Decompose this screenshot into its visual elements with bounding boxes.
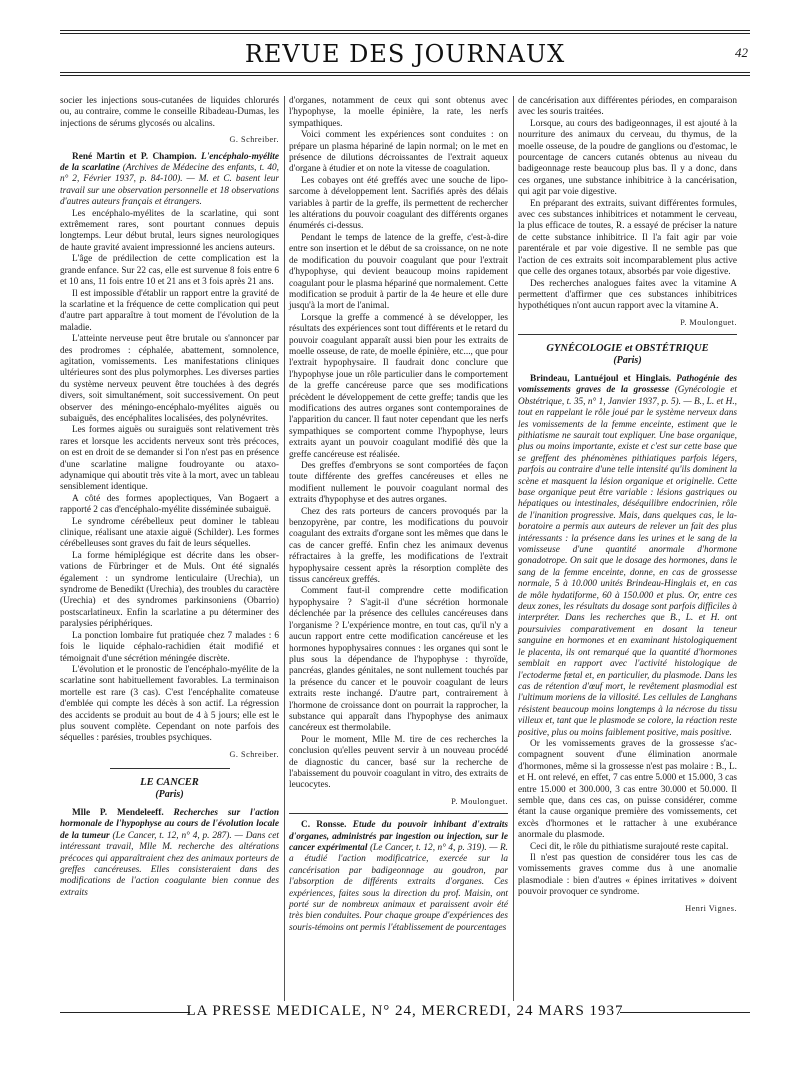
paragraph: Les formes aiguës ou suraiguës sont relativement très rares et lorsque les accidents nerveux sont très précoces, on est en droit de se demander si l'on n'est pas en présence d'une scarlatine maligne foudroyante ou ataxo-adynamique qui aboutit très vite à la mort, avec un tableau sensiblement identique. [60,425,279,493]
paragraph: Les encéphalo-myélites de la scarlatine, qui sont extrêmement rares, sont pourtant connues depuis longtemps. Leur début brutal, leurs signes neurologiques de haute gravité avaient impressionné les anciens auteurs. [60,208,279,253]
paragraph: Les cobayes ont été greffés avec une souche de lipo-sarcome à développement lent. Sacrifiés après des délais variables à partir de la greffe, ils permettent de rechercher les altérations du pouvoir coagulant des différents organes énumérés ci-dessus. [289,175,508,232]
section-divider [110,768,230,769]
paragraph: A côté des formes apoplectiques, Van Bogaert a rapporté 2 cas d'encéphalo-myélite disséminée subaiguë. [60,493,279,516]
article-reference [518,374,737,739]
paragraph: Lorsque, au cours des badigeonnages, il est ajouté à la nourriture des animaux du cerveau, du thymus, de la moelle osseuse, de la poudre de ganglions ou d'estomac, le pourcentage de cancers cutanés obtenus au niveau du badigeonnage reste beaucoup plus bas. Il y a donc, dans ces organes, une substance inhibitrice à la cancérisation, qui agit par voie digestive. [518,118,737,198]
page-number: 42 [735,45,748,60]
paragraph: Il est impossible d'établir un rapport entre la gravité de la scarlatine et la fréquence de cette complication qui peut d'autre part apparaître à tout moment de l'évolution de la maladie. [60,288,279,333]
section-subtitle: (Paris) [155,788,184,800]
paragraph: Chez des rats porteurs de cancers provoqués par la benzopyrène, par contre, les modifications du pouvoir coagulant des extraits d'organe sont les mêmes que dans le cas de cancer greffé. Enfin chez les animaux devenus réfractaires à la greffe, les modifications de l'extrait hypophysaire cessent après la résorption complète des tissus cancéreux greffés. [289,506,508,586]
paragraph: Il n'est pas question de considérer tous les cas de vomissements graves comme dus à une anomalie plasmodiale : bien d'autres « épines irritatives » doivent pouvoir provoquer ce syndrome. [518,853,737,898]
article-source: (Archives de Médecine des enfants, t. 40, n° 2, Février 1937, p. 84-100). — M. et C. basent leur travail sur une observation personnelle et 18 observations d'autres auteurs français et étrangers. [60,163,279,208]
column-separator [513,96,514,1001]
paragraph: Or les vomissements graves de la grossesse s'accompagnent souvent d'une élimination anormale d'hormones, même si la grossesse n'est pas molaire : B., L. et H. ont relevé, en effet, 7 cas entre 5.000 et 15.000, 3 cas entre 15.000 et 300.000, 3 cas entre 30.000 et 50.000. Il semble que, dans ces cas, on puisse considérer, comme étant la cause organique première des vomissements, cet excès d'hormones et le rattacher à une exubérance anormale du plasmode. [518,738,737,841]
header-rule-top-2 [60,33,750,34]
article-source: (Le Cancer, t. 12, n° 4, p. 319). — R. a étudié l'action modificatrice, exercée sur la cancérisation par badigeonnage au goudron, par l'absorption de différents extraits d'organes. Ces expériences, faites sous la direction du prof. Maisin, ont porté sur de nombreux animaux et paraissent avoir été très bien conduites. Pour chaque groupe d'expériences des souris-témoins ont permis l'établissement de pourcentages [289,843,509,933]
paragraph: L'âge de prédilection de cette complication est la grande enfance. Sur 22 cas, elle est survenue 8 fois entre 6 et 10 ans, 11 fois entre 10 et 21 ans et 3 fois après 21 ans. [60,254,279,288]
article-title: Pathogénie des vomissements graves de la grossesse [518,373,737,396]
paragraph: Lorsque la greffe a commencé à se développer, les résultats des expériences sont tout différents et le retard du pouvoir coagulant apparaît aussi bien pour les extraits de moelle osseuse, de rate, de moelle épinière, etc..., que pour l'extrait hypophysaire. Il faudrait donc conclure que l'hypophyse joue un rôle particulier dans le comportement de la greffe cancéreuse parce que ses modifications précèdent le développement de cette greffe; tandis que les modifications des autres organes sont contemporaines de l'apparition du cancer. Il faut noter cependant que les nerfs sympathiques se comportent comme l'hypophyse, leurs extraits ayant un pouvoir coagulant modifié dès que la greffe cancéreuse est réalisée. [289,312,508,460]
column-separator [284,96,285,1001]
article-title: Etude du pouvoir inhibant d'extraits d'organes, administrés par ingestion ou injection, sur le cancer expérimental [289,820,508,853]
signature: Henri Vignes. [685,903,737,913]
paragraph: Comment faut-il comprendre cette modification hypophysaire ? S'agit-il d'une sécrétion hormonale déclenchée par la présence des cellules cancéreuses dans l'organisme ? L'expérience montre, en tout cas, qu'il n'y a aucun rapport entre cette modification cancéreuse et les hormones hypophysaires connues : les organes qui sont le plus sous la dépendance de l'hypophyse : thyroïde, pancréas, glandes génitales, ne sont nullement touchés par la présence du cancer et le pouvoir coagulant de leurs extraits reste inchangé. D'autre part, contrairement à l'hormone de croissance dont on pourrait la rapprocher, la substance qui apparaît dans l'hypophyse des animaux cancéreux est thermolabile. [289,586,508,734]
article-reference [289,820,508,934]
section-title: LE CANCER [140,777,199,789]
article-authors: René Martin et P. Champion. [72,151,197,162]
signature: P. Moulonguet. [451,796,508,806]
column-2 [289,96,508,934]
column-1 [60,96,279,899]
signature: G. Schreiber. [229,749,279,759]
paragraph: La forme hémiplégique est décrite dans les observations de Fürbringer et de Muls. Ont été signalés également : un syndrome lenticulaire (Urechia), un syndrome de Benedikt (Urechia), des troubles du caractère (Urechia) et des syndromes parkinsoniens (Obarrio) postscarlatineux. Enfin la scarlatine a pu déterminer des paralysies périphériques. [60,550,279,630]
article-source: (Le Cancer, t. 12, n° 4, p. 287). — Dans cet intéressant travail, Mlle M. recherche des altérations précoces qui apparaîtraient chez des animaux porteurs de greffes cancéreuses. Elles consisteraient dans des modifications de l'action coagulante bien connue des extraits [60,830,280,898]
paragraph: En préparant des extraits, suivant différentes formules, avec ces substances inhibitrices et notamment le cerveau, la plus efficace de toutes, R. a essayé de préciser la nature de cette substance inhibitrice. Il l'a fait agir par voie parentérale et par voie digestive. Il ne semble pas que l'action de ces extraits soit incomparablement plus active que celle des organes totaux, absorbés par voie digestive. [518,198,737,278]
section-subtitle: (Paris) [613,354,642,366]
footer-rule-right [620,1012,750,1013]
header-rule-bottom-2 [60,75,750,76]
signature: G. Schreiber. [229,135,279,145]
article-source: (Gynécologie et Obstétrique, t. 35, n° 1, Janvier 1937, p. 5). — B., L. et H., tout en rappelant le rôle joué par le système nerveux dans les vomissements de la femme enceinte, estiment que le pithiatisme ne saurait tout expliquer. Une base organique, plus ou moins importante, existe et c'est sur cette base que se greffent des phénomènes pithiatiques parfois légers, parfois au contraire d'une telle intensité qu'ils dominent la scène et masquent la lésion organique et originelle. Cette base organique peut être variable : lésions gastriques ou hépatiques ou intestinales, déséquilibre endocrinien, rôle de l'inanition progressive. Mais, dans quelques cas, le laboratoire a permis aux auteurs de relever un fait des plus intéressants : la présence dans les urines et le sang de la vomisseuse d'une quantité anormale d'hormone gonadotrope. On sait que le dosage des hormones, dans le sang de la femme enceinte, donne, en cas de grossesse normale, 5 à 10.000 unités Brindeau-Hinglais et, en cas de môle hydatiforme, 60 à 150.000 et plus. Or, entre ces deux zones, les résultats du dosage sont parfois difficiles à interpréter. Dans les recherches que B., L. et H. ont poursuivies comparativement en dosant la teneur sanguine en hormones et en examinant histologiquement le placenta, ils ont remarqué que la quantité d'hormones semblait en rapport avec l'activité histologique de l'ectoderme fœtal et, en particulier, du plasmode. Dans les cas de rétention d'œuf mort, le revêtement plasmodial est l'ultimum moriens de la villosité. Les cellules de Langhans résistent beaucoup moins longtemps à la nécrose du tissu villeux et, tant que le plasmode se colore, la réaction reste positive, plus ou moins faiblement positive, mais positive. [518,385,737,738]
page-footer: LA PRESSE MEDICALE, N° 24, MERCREDI, 24 MARS 1937 [186,1003,624,1019]
article-title: Recherches sur l'action hormonale de l'hypophyse au cours de l'évolution locale de la tumeur [60,807,280,841]
paragraph: socier les injections sous-cutanées de liquides chlorurés ou, au contraire, comme le conseille Ribadeau-Dumas, les injections de sérums glycosés ou alcalins. [60,96,279,129]
paragraph: Des recherches analogues faites avec la vitamine A permettent d'affirmer que ces substances inhibitrices hypothétiques n'ont aucun rapport avec la vitamine A. [518,278,737,312]
paragraph: Pour le moment, Mlle M. tire de ces recherches la conclusion qu'elles peuvent servir à un nouveau procédé de diagnostic du cancer, basé sur la recherche de l'abaissement du pouvoir coagulant in vitro, des extraits de leucocytes. [289,734,508,791]
column-3 [518,96,737,920]
paragraph: de cancérisation aux différentes périodes, en comparaison avec les souris traitées. [518,96,737,118]
article-reference [60,808,279,899]
paragraph: d'organes, notamment de ceux qui sont obtenus avec l'hypophyse, la moelle épinière, la rate, les nerfs sympathiques. [289,96,508,129]
section-title: GYNÉCOLOGIE et OBSTÉTRIQUE [546,343,709,355]
article-authors: Mlle P. Mendeleeff. [72,807,164,818]
paragraph: L'atteinte nerveuse peut être brutale ou s'annoncer par des prodromes : céphalée, abattement, somnolence, agitation, vomissements. Les manifestations cliniques ultérieures sont des plus polymorphes. Les diverses parties du système nerveux peuvent être touchées à des degrés divers, soit simultanément, soit successivement. On peut observer des méningo-encéphalo-myélites aiguës ou subaiguës, des encéphalites localisées, des polynévrites. [60,334,279,424]
paragraph: L'évolution et le pronostic de l'encéphalo-myélite de la scarlatine sont habituellement favorables. La terminaison mortelle est rare (3 cas). C'est l'encéphalite comateuse d'emblée qui compte les décès à son actif. La régression des accidents se produit au bout de 4 à 5 jours; elle est le plus souvent complète. Cependant on note parfois des séquelles : parésies, troubles psychiques. [60,664,279,744]
paragraph: Pendant le temps de latence de la greffe, c'est-à-dire entre son insertion et le début de sa croissance, on ne note de modification du pouvoir coagulant que pour l'extrait d'hypophyse, qui devient beaucoup moins rapidement coagulant pour le plasma hépariné que normalement. Cette modification se produit à partir de la 4e heure et elle dure jusqu'à la mort de l'animal. [289,232,508,312]
header-rule-top [60,30,750,31]
section-divider [518,334,737,335]
page-title: REVUE DES JOURNAUX [244,40,566,68]
paragraph: Le syndrome cérébelleux peut dominer le tableau clinique, réalisant une ataxie aiguë (Schilder). Les formes cérébelleuses sont graves du fait de leurs séquelles. [60,516,279,550]
article-title: L'encéphalo-myélite de la scarlatine [60,151,279,174]
article-reference [60,152,279,209]
paragraph: Voici comment les expériences sont conduites : on prépare un plasma hépariné de lapin normal; on le met en présence de dilutions décroissantes de l'extrait aqueux d'organe à étudier et on note la vitesse de coagulation. [289,130,508,175]
article-authors: C. Ronsse. [301,820,347,831]
paragraph: La ponction lombaire fut pratiquée chez 7 malades : 6 fois le liquide céphalo-rachidien était modifié et témoignait d'une sécrétion méningée discrète. [60,630,279,664]
paragraph: Des greffes d'embryons se sont comportées de façon toute différente des greffes cancéreuses et elles ne modifient nullement le pouvoir coagulant normal des extraits d'hypophyse et des autres organes. [289,461,508,506]
signature: P. Moulonguet. [680,317,737,327]
article-authors: Brindeau, Lantuéjoul et Hinglais. [530,373,672,384]
paragraph: Ceci dit, le rôle du pithiatisme surajouté reste capital. [530,841,729,852]
section-divider [289,813,508,814]
header-rule-bottom [60,72,750,73]
